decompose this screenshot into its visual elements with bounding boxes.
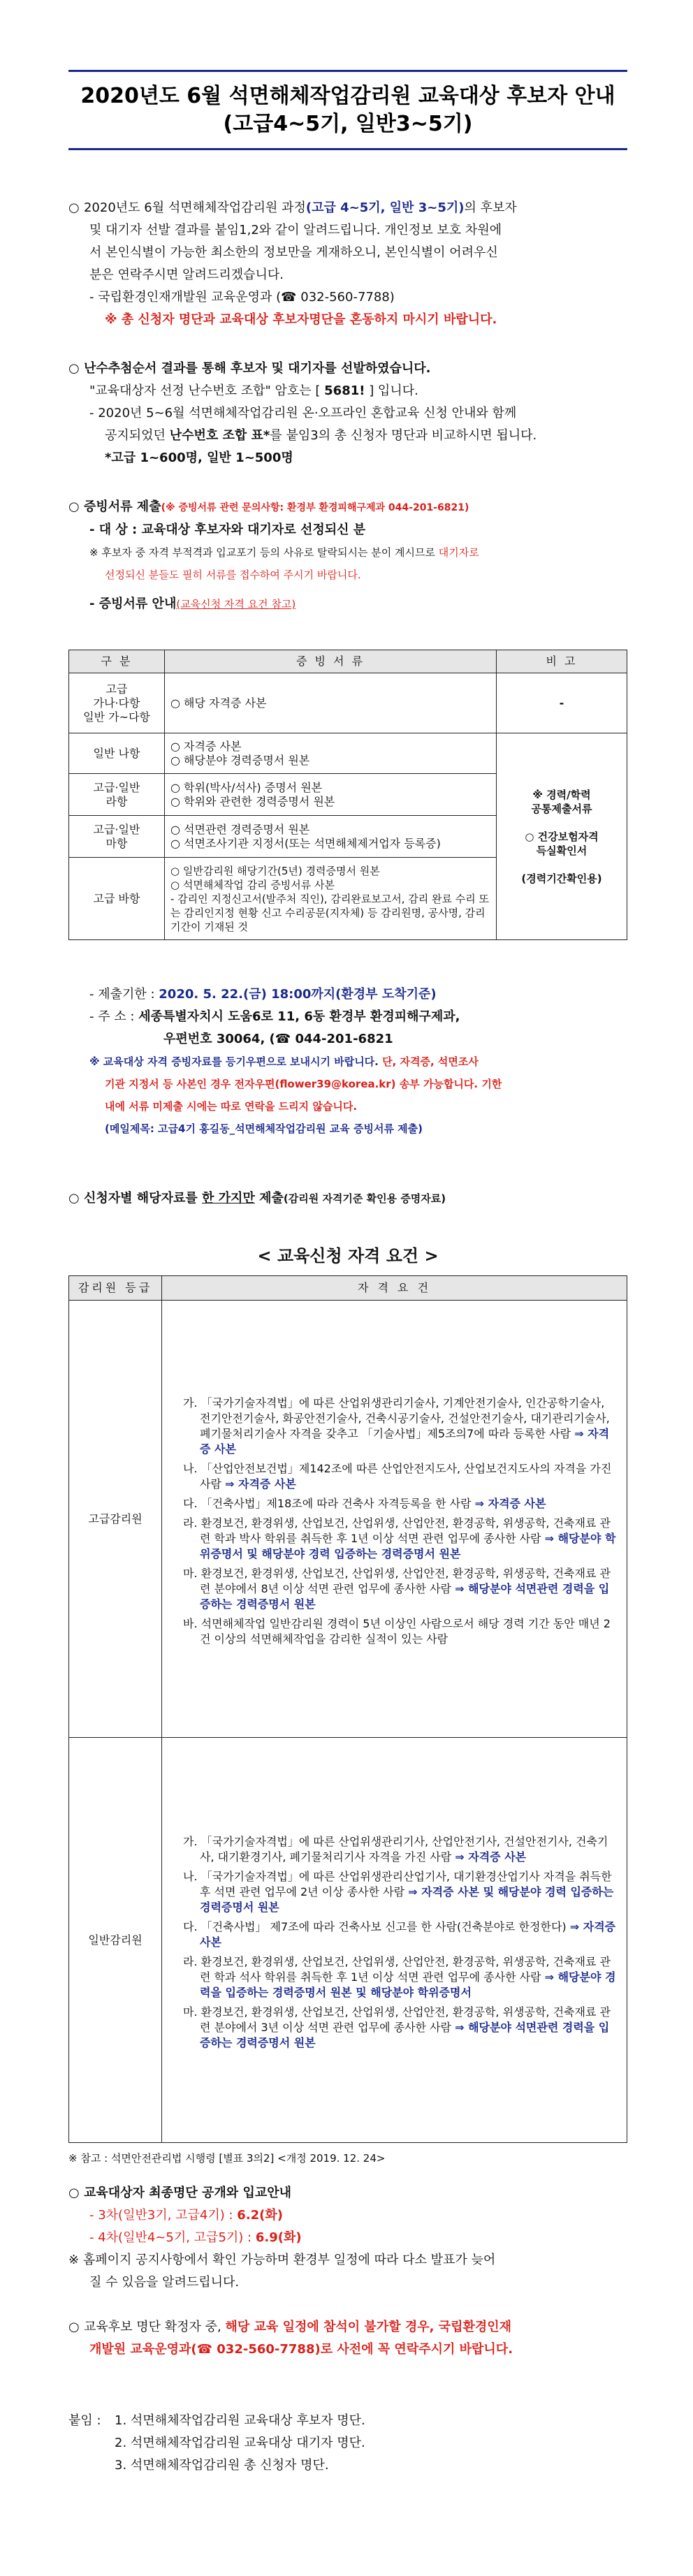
general-label: 일반감리원 [69, 1738, 162, 2143]
evidence-table: 구 분 증 빙 서 류 비 고 고급 가나·다항 일반 가~다항 ○ 해당 자격증 사본 - 일반 나항 ○ 자격증 사본 ○ 해당분야 경력증명서 원본 ※ 경력/학력 공통제출서류 ○ 건강보험자격 득실확인서 (경력기간확인용) 고급·일반 라항 ○ 학위(박사/석사) 증명서 원본 ○ 학위와 관련한 경력증명서 원본 고급·일반 마항 ○ 석면관련 경력증명서 원본 ○ 석면조사기관 지정서(또는 석면해체제거업자 등록증) 고급 바항 ○ 일반감리원 해당기간(5년) 경력증명서 원본 ○ 석면해체작업 감리 증빙서류 사본 - 감리인 지정신고서(발주처 직인), 감리완료보고서, 감리 완료 수리 또는 감리인지정 현황 신고 수리공문(지자체) 등 감리원명, 공사명, 감리 기간이 기재된 것 [68, 650, 627, 940]
lottery-password: 5681! [324, 383, 365, 398]
advanced-label: 고급감리원 [69, 1301, 162, 1738]
col-note: 비 고 [497, 650, 627, 673]
qualification-table: 감리원 등급 자 격 요 건 고급감리원 가. 「국가기술자격법」에 따른 산업위생관리기술사, 기계안전기술사, 인간공학기술사, 전기안전기술사, 화공안전기술사, 건축시공기술사, 건설안전기술사, 대기관리기술사, 폐기물처리기술사 자격을 갖추고 「기술사법」제5조의7에 따라 등록한 사람 ⇒ 자격증 사본 나. 「산업안전보건법」제142조에 따른 산업안전지도사, 산업보건지도사의 자격을 가진 사람 ⇒ 자격증 사본 다. 「건축사법」제18조에 따라 건축사 자격등록을 한 사람 ⇒ 자격증 사본 라. 환경보건, 환경위생, 산업보건, 산업위생, 산업안전, 환경공학, 위생공학, 건축재료 관련 학과 박사 학위를 취득한 후 1년 이상 석면 관련 업무에 종사한 사람 ⇒ 해당분야 학위증명서 및 해당분야 경력 입증하는 경력증명서 원본 마. 환경보건, 환경위생, 산업보건, 산업위생, 산업안전, 환경공학, 위생공학, 건축재료 관련 분야에서 8년 이상 석면 관련 업무에 종사한 사람 ⇒ 해당분야 석면관련 경력을 입증하는 경력증명서 원본 바. 석면해체작업 일반감리원 경력이 5년 이상인 사람으로서 해당 경력 기간 동안 매년 2건 이상의 석면해체작업을 감리한 실적이 있는 사람 일반감리원 가. 「국가기술자격법」에 따른 산업위생관리기사, 산업안전기사, 건설안전기사, 건축기사, 대기환경기사, 폐기물처리기사 자격을 가진 사람 ⇒ 자격증 사본 나. 「국가기술자격법」에 따른 산업위생관리산업기사, 대기환경산업기사 자격을 취득한 후 석면 관련 업무에 2년 이상 종사한 사람 ⇒ 자격증 사본 및 해당분야 경력 입증하는 경력증명서 원본 다. 「건축사법」 제7조에 따라 건축사보 신고를 한 사람(건축분야로 한정한다) ⇒ 자격증 사본 라. 환경보건, 환경위생, 산업보건, 산업위생, 산업안전, 환경공학, 위생공학, 건축재료 관련 학과 석사 학위를 취득한 후 1년 이상 석면 관련 업무에 종사한 사람 ⇒ 해당분야 경력을 입증하는 경력증명서 원본 및 해당분야 학위증명서 마. 환경보건, 환경위생, 산업보건, 산업위생, 산업안전, 환경공학, 위생공학, 건축재료 관련 분야에서 3년 이상 석면 관련 업무에 종사한 사람 ⇒ 해당분야 석면관련 경력을 입증하는 경력증명서 원본 [68, 1275, 627, 2143]
attachments: 붙임 : 1. 석면해체작업감리원 교육대상 후보자 명단. 2. 석면해체작업감리원 교육대상 대기자 명단. 3. 석면해체작업감리원 총 신청자 명단. [68, 2413, 365, 2473]
documents-section: ○ 증빙서류 제출(※ 증빙서류 관련 문의사항: 환경부 환경피해구제과 044-201-6821) - 대 상 : 교육대상 후보자와 대기자로 선정되신 분 ※ 후보자 중 자격 부적격과 입교포기 등의 사유로 탈락되시는 분이 계시므로 대기자로 선정되신 분들도 필히 서류를 접수하여 주시기 바랍니다. - 증빙서류 안내(교육신청 자격 요건 참고) [68, 499, 479, 611]
top-rule [68, 70, 627, 72]
general-requirements: 가. 「국가기술자격법」에 따른 산업위생관리기사, 산업안전기사, 건설안전기사, 건축기사, 대기환경기사, 폐기물처리기사 자격을 가진 사람 ⇒ 자격증 사본 나. 「국가기술자격법」에 따른 산업위생관리산업기사, 대기환경산업기사 자격을 취득한 후 석면 관련 업무에 2년 이상 종사한 사람 ⇒ 자격증 사본 및 해당분야 경력 입증하는 경력증명서 원본 다. 「건축사법」 제7조에 따라 건축사보 신고를 한 사람(건축분야로 한정한다) ⇒ 자격증 사본 라. 환경보건, 환경위생, 산업보건, 산업위생, 산업안전, 환경공학, 위생공학, 건축재료 관련 학과 석사 학위를 취득한 후 1년 이상 석면 관련 업무에 종사한 사람 ⇒ 해당분야 경력을 입증하는 경력증명서 원본 및 해당분야 학위증명서 마. 환경보건, 환경위생, 산업보건, 산업위생, 산업안전, 환경공학, 위생공학, 건축재료 관련 분야에서 3년 이상 석면 관련 업무에 종사한 사람 ⇒ 해당분야 석면관련 경력을 입증하는 경력증명서 원본 [162, 1738, 627, 2143]
intro-section: ○ 2020년도 6월 석면해체작업감리원 과정(고급 4~5기, 일반 3~5기)의 후보자 및 대기자 선발 결과를 붙임1,2와 같이 알려드립니다. 개인정보 보호 차원에 서 본인식별이 가능한 최소한의 정보만을 게재하오니, 본인식별이 어려우신 분은 연락주시면 알려드리겠습니다. - 국립환경인재개발원 교육운영과 (☎ 032-560-7788) ※ 총 신청자 명단과 교육대상 후보자명단을 혼동하지 마시기 바랍니다. [68, 197, 627, 331]
title-bottom-rule [68, 148, 627, 150]
title-line-1: 2020년도 6월 석면해체작업감리원 교육대상 후보자 안내 [80, 84, 615, 108]
common-documents-note: ※ 경력/학력 공통제출서류 ○ 건강보험자격 득실확인서 (경력기간확인용) [497, 733, 627, 940]
final-list-section: ○ 교육대상자 최종명단 공개와 입교안내 - 3차(일반3기, 고급4기) : 6.2(화) - 4차(일반4~5기, 고급5기) : 6.9(화) ※ 홈페이지 공지사항에서 확인 가능하며 환경부 일정에 따라 다소 발표가 늦어 질 수 있음을 알려드립니다. [68, 2186, 496, 2290]
qualification-heading: < 교육신청 자격 요건 > [257, 1246, 439, 1266]
advanced-requirements: 가. 「국가기술자격법」에 따른 산업위생관리기술사, 기계안전기술사, 인간공학기술사, 전기안전기술사, 화공안전기술사, 건축시공기술사, 건설안전기술사, 대기관리기술사, 폐기물처리기술사 자격을 갖추고 「기술사법」제5조의7에 따라 등록한 사람 ⇒ 자격증 사본 나. 「산업안전보건법」제142조에 따른 산업안전지도사, 산업보건지도사의 자격을 가진 사람 ⇒ 자격증 사본 다. 「건축사법」제18조에 따라 건축사 자격등록을 한 사람 ⇒ 자격증 사본 라. 환경보건, 환경위생, 산업보건, 산업위생, 산업안전, 환경공학, 위생공학, 건축재료 관련 학과 박사 학위를 취득한 후 1년 이상 석면 관련 업무에 종사한 사람 ⇒ 해당분야 학위증명서 및 해당분야 경력 입증하는 경력증명서 원본 마. 환경보건, 환경위생, 산업보건, 산업위생, 산업안전, 환경공학, 위생공학, 건축재료 관련 분야에서 8년 이상 석면 관련 업무에 종사한 사람 ⇒ 해당분야 석면관련 경력을 입증하는 경력증명서 원본 바. 석면해체작업 일반감리원 경력이 5년 이상인 사람으로서 해당 경력 기간 동안 매년 2건 이상의 석면해체작업을 감리한 실적이 있는 사람 [162, 1301, 627, 1738]
submission-section: - 제출기한 : 2020. 5. 22.(금) 18:00까지(환경부 도착기준) - 주 소 : 세종특별자치시 도움6로 11, 6동 환경부 환경피해구제과, 우편번호 30064, (☎ 044-201-6821 ※ 교육대상 자격 증빙자료를 등기우편으로 보내시기 바랍니다. 단, 자격증, 석면조사 기관 지정서 등 사본인 경우 전자우편(flower39@korea.kr) 송부 가능합니다. 기한 내에 서류 미제출 시에는 따로 연락을 드리지 않습니다. (메일제목: 고급4기 홍길동_석면해체작업감리원 교육 증빙서류 제출) [89, 987, 502, 1135]
warning-line: ※ 총 신청자 명단과 교육대상 후보자명단을 혼동하지 마시기 바랍니다. [105, 312, 497, 327]
reference-note: ※ 참고 : 석면안전관리법 시행령 [별표 3의2] <개정 2019. 12. 24> [68, 2152, 386, 2165]
col-documents: 증 빙 서 류 [165, 650, 497, 673]
title-line-2: (고급4~5기, 일반3~5기) [223, 112, 473, 136]
page-title [68, 82, 627, 138]
lottery-section: ○ 난수추첨순서 결과를 통해 후보자 및 대기자를 선발하였습니다. "교육대상자 선정 난수번호 조합" 암호는 [ 5681! ] 입니다. - 2020년 5~6월 석면해체작업감리원 온·오프라인 혼합교육 신청 안내와 함께 공지되었던 난수번호 조합 표*를 붙임3의 총 신청자 명단과 비교하시면 됩니다. *고급 1~600명, 일반 1~500명 [68, 361, 537, 465]
attendance-contact: ○ 교육후보 명단 확정자 중, 해당 교육 일정에 참석이 불가할 경우, 국립환경인재 개발원 교육운영과(☎ 032-560-7788)로 사전에 꼭 연락주시기 바랍니다. [68, 2320, 513, 2357]
contact-line: - 국립환경인재개발원 교육운영과 (☎ 032-560-7788) [89, 290, 395, 305]
only-one-notice: ○ 신청자별 해당자료를 한 가지만 제출(감리원 자격기준 확인용 증명자료) [68, 1191, 446, 1206]
col-category: 구 분 [69, 650, 165, 673]
